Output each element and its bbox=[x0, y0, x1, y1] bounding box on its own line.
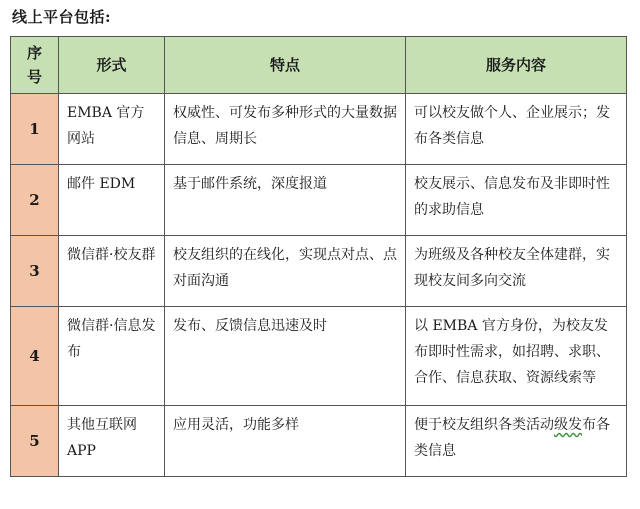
row-features: 基于邮件系统，深度报道 bbox=[165, 165, 406, 236]
row-form: 微信群·校友群 bbox=[59, 236, 165, 307]
table-row bbox=[11, 406, 627, 477]
header-seq bbox=[11, 37, 59, 94]
row-services: 可以校友做个人、企业展示；发布各类信息 bbox=[406, 94, 627, 165]
row-number: 2 bbox=[11, 165, 59, 236]
header-row bbox=[11, 37, 627, 94]
header-services: 服务内容 bbox=[406, 37, 627, 94]
row-services bbox=[406, 406, 627, 477]
platform-table bbox=[10, 36, 627, 477]
row-features: 权威性、可发布多种形式的大量数据信息、周期长 bbox=[165, 94, 406, 165]
table-row bbox=[11, 307, 627, 406]
row-form: 邮件 EDM bbox=[59, 165, 165, 236]
row-number: 3 bbox=[11, 236, 59, 307]
row-services: 以 EMBA 官方身份，为校友发布即时性需求，如招聘、求职、合作、信息获取、资源线索等 bbox=[406, 307, 627, 406]
row-services: 为班级及各种校友全体建群，实现校友间多向交流 bbox=[406, 236, 627, 307]
row-number: 4 bbox=[11, 307, 59, 406]
header-features: 特点 bbox=[165, 37, 406, 94]
row-number: 5 bbox=[11, 406, 59, 477]
header-seq-char-2: 号 bbox=[26, 68, 42, 86]
row-form: EMBA 官方网站 bbox=[59, 94, 165, 165]
row-form: 其他互联网 APP bbox=[59, 406, 165, 477]
services-text-after: 布各类信息 bbox=[414, 417, 610, 459]
row-features: 校友组织的在线化，实现点对点、点对面沟通 bbox=[165, 236, 406, 307]
spellcheck-underlined-text: 级发 bbox=[554, 417, 582, 433]
services-text-before: 便于校友组织各类活动 bbox=[414, 417, 554, 433]
row-services: 校友展示、信息发布及非即时性的求助信息 bbox=[406, 165, 627, 236]
row-features: 发布、反馈信息迅速及时 bbox=[165, 307, 406, 406]
table-row bbox=[11, 236, 627, 307]
row-form: 微信群·信息发布 bbox=[59, 307, 165, 406]
header-form: 形式 bbox=[59, 37, 165, 94]
table-row bbox=[11, 165, 627, 236]
page-heading: 线上平台包括: bbox=[12, 8, 112, 26]
row-features: 应用灵活，功能多样 bbox=[165, 406, 406, 477]
row-number: 1 bbox=[11, 94, 59, 165]
table-row bbox=[11, 94, 627, 165]
header-seq-char-1: 序 bbox=[26, 44, 42, 62]
